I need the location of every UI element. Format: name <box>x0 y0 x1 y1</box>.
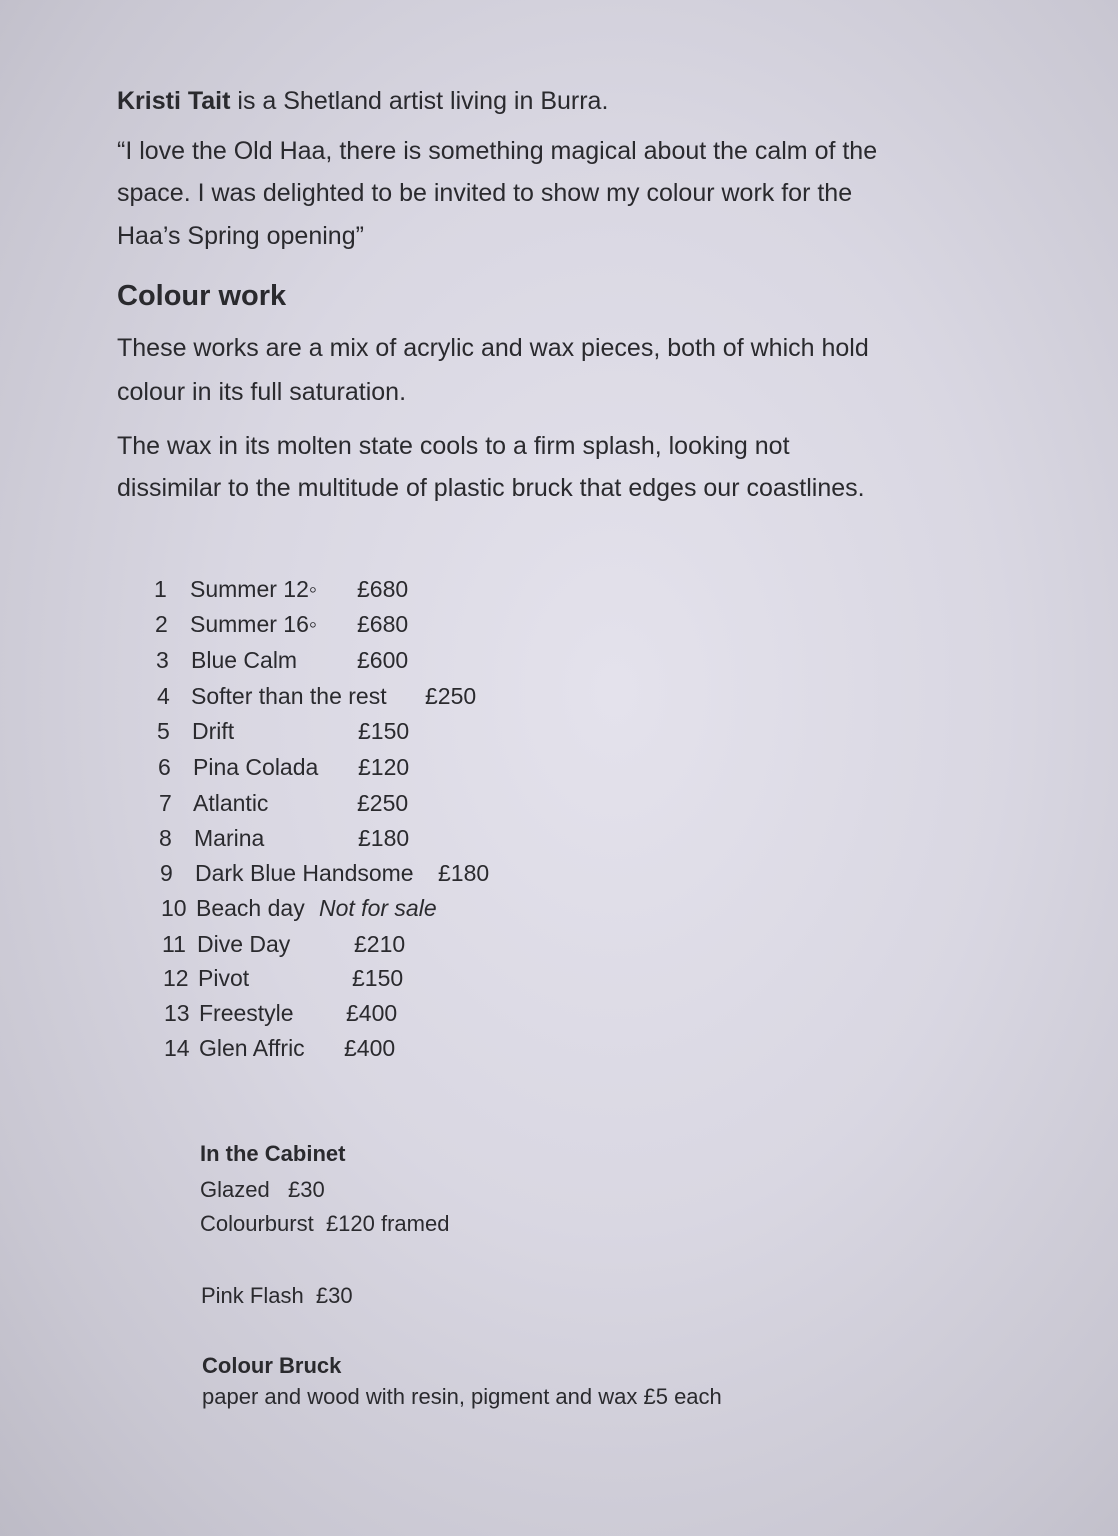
work-number: 9 <box>160 860 173 886</box>
work-price: £680 <box>357 611 409 637</box>
cabinet-item: Colourburst £120 framed <box>200 1211 450 1236</box>
work-price: £400 <box>346 1000 398 1026</box>
artist-name: Kristi Tait <box>117 87 231 115</box>
bruck-heading: Colour Bruck <box>202 1353 342 1378</box>
list-item <box>157 718 410 744</box>
work-number: 8 <box>159 825 172 851</box>
work-number: 7 <box>159 790 172 816</box>
work-title: Atlantic <box>193 790 269 816</box>
section-heading: Colour work <box>117 280 287 312</box>
work-title: Pivot <box>198 965 250 991</box>
work-price: £210 <box>354 931 406 957</box>
work-price: £250 <box>357 790 409 816</box>
work-number: 12 <box>163 965 189 991</box>
work-number: 6 <box>158 754 171 780</box>
work-price: £180 <box>438 860 490 886</box>
list-item <box>159 825 410 851</box>
work-title: Pina Colada <box>193 754 319 780</box>
paragraph-line: These works are a mix of acrylic and wax pieces, both of which hold <box>117 334 869 362</box>
work-title: Dark Blue Handsome <box>195 860 414 886</box>
work-title: Freestyle <box>199 1000 294 1026</box>
work-price: £680 <box>357 576 409 602</box>
work-title: Softer than the rest <box>191 683 387 709</box>
work-price: £120 <box>358 754 410 780</box>
work-price: Not for sale <box>319 895 437 921</box>
work-number: 5 <box>157 718 170 744</box>
work-title: Beach day <box>196 895 305 921</box>
work-number: 10 <box>161 895 187 921</box>
work-price: £180 <box>358 825 410 851</box>
list-item <box>155 611 409 637</box>
work-number: 2 <box>155 611 168 637</box>
work-title: Summer 16◦ <box>190 611 318 637</box>
list-item <box>163 965 404 991</box>
quote-line: “I love the Old Haa, there is something magical about the calm of the <box>117 137 878 165</box>
work-title: Marina <box>194 825 265 851</box>
list-item <box>157 683 477 709</box>
list-item <box>164 1035 396 1061</box>
cabinet-item: Pink Flash £30 <box>201 1283 353 1308</box>
paragraph-line: colour in its full saturation. <box>117 378 407 406</box>
work-price: £150 <box>358 718 410 744</box>
work-number: 11 <box>162 931 186 957</box>
work-price: £250 <box>425 683 477 709</box>
quote-line: Haa’s Spring opening” <box>117 222 364 250</box>
work-title: Glen Affric <box>199 1035 305 1061</box>
work-title: Dive Day <box>197 931 291 957</box>
work-number: 14 <box>164 1035 190 1061</box>
work-number: 4 <box>157 683 170 709</box>
work-title: Blue Calm <box>191 647 298 673</box>
list-item <box>154 576 409 602</box>
work-number: 13 <box>164 1000 190 1026</box>
work-number: 1 <box>154 576 167 602</box>
list-item <box>164 1000 398 1026</box>
bruck-description: paper and wood with resin, pigment and wax £5 each <box>202 1384 722 1409</box>
cabinet-heading: In the Cabinet <box>200 1141 346 1166</box>
work-title: Summer 12◦ <box>190 576 318 602</box>
paragraph-line: dissimilar to the multitude of plastic bruck that edges our coastlines. <box>117 474 865 502</box>
work-title: Drift <box>192 718 235 744</box>
list-item <box>162 931 406 957</box>
list-item <box>159 790 409 816</box>
intro-text: is a Shetland artist living in Burra. <box>230 87 609 115</box>
quote-line: space. I was delighted to be invited to show my colour work for the <box>117 179 853 207</box>
list-item <box>156 647 409 673</box>
work-price: £400 <box>344 1035 396 1061</box>
intro-line <box>117 89 608 114</box>
work-price: £150 <box>352 965 404 991</box>
work-price: £600 <box>357 647 409 673</box>
list-item <box>161 895 437 921</box>
work-number: 3 <box>156 647 169 673</box>
cabinet-item: Glazed £30 <box>200 1177 325 1202</box>
list-item <box>158 754 410 780</box>
list-item <box>160 860 490 886</box>
paragraph-line: The wax in its molten state cools to a firm splash, looking not <box>117 432 790 460</box>
